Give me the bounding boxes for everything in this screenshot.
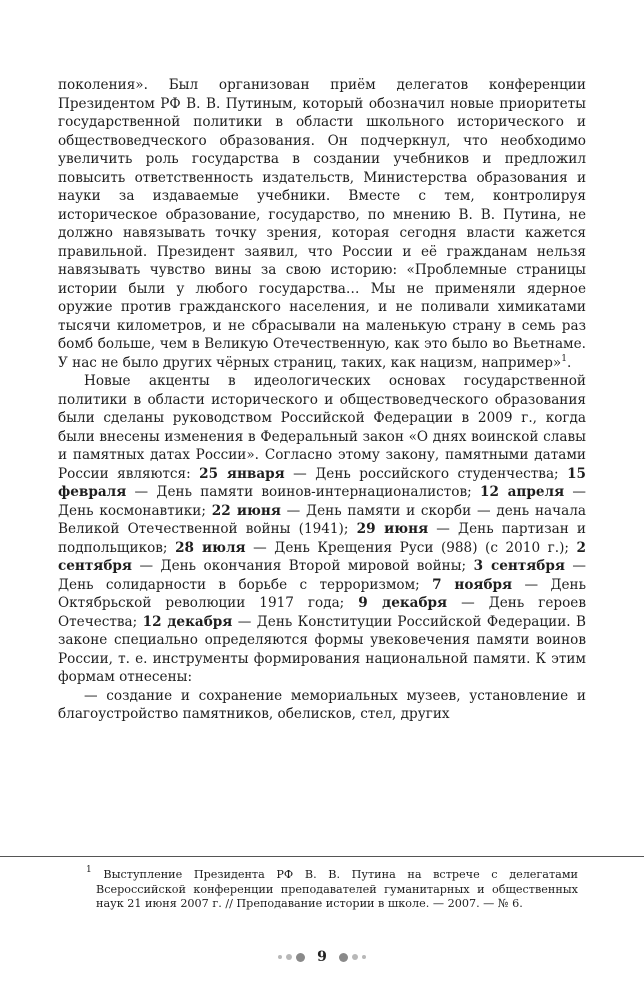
main-text xyxy=(58,76,586,724)
memorial-date: 12 декабря xyxy=(142,613,233,630)
memorial-date: 25 января xyxy=(199,465,285,482)
text-run: . xyxy=(566,354,572,371)
footnote-marker: 1 xyxy=(86,865,92,875)
memorial-date: 7 ноября xyxy=(432,576,513,593)
paragraph xyxy=(58,76,586,372)
paragraph xyxy=(58,372,586,687)
page-number-block xyxy=(0,948,644,966)
text-run: — День героев Отечества; xyxy=(58,595,586,630)
text-run: Новые акценты в идеологических основах государственной политики в области исторического и обществоведческого образования были сделаны руководством Российской Федерации в 2009 г., когда были внесены изменения в Федеральный закон «О днях воинской славы и памятных датах России». Согласно этому закону, памятными датами России являются: xyxy=(58,373,586,482)
memorial-date: 22 июня xyxy=(211,502,281,519)
text-run: — День партизан и подпольщиков; xyxy=(58,521,586,556)
footnote-divider xyxy=(0,856,644,857)
text-run: — День Крещения Руси (988) (с 2010 г.); xyxy=(245,539,577,556)
text-run: — День памяти воинов-интернационалистов; xyxy=(126,484,480,500)
memorial-date: 3 сентября xyxy=(473,558,565,574)
footnote-reference: 1 xyxy=(561,353,567,364)
footnote xyxy=(86,865,578,912)
text-run: поколения». Был организован приём делегатов конференции Президентом РФ В. В. Путиным, который обозначил новые приоритеты государственной политики в области школьного исторического и обществоведческого образования. Он подчеркнул, что необходимо увеличить роль государства в создании учебников и предложил повысить ответственность издательств, Министерства образования и науки за издаваемые учебники. Вместе с тем, контролируя историческое образование, государство, по мнению В. В. Путина, не должно навязывать точку зрения, которая сегодня власти кажется правильной. Президент заявил, что России и её гражданам нельзя навязывать чувство вины за свою историю: «Проблемные страницы истории были у любого государства… Мы не применяли ядерное оружие против гражданского населения, и не поливали химикатами тысячи километров, и не сбрасывали на маленькую страну в семь раз бомб больше, чем в Великую Отечественную, как это было во Вьетнаме. У нас не было других чёрных страниц, таких, как нацизм, например» xyxy=(58,77,586,371)
text-run: — День российского студенчества; xyxy=(284,465,568,482)
memorial-date: 29 июня xyxy=(356,521,429,537)
memorial-date: 28 июля xyxy=(175,539,246,556)
text-run: — День Конституции Российской Федерации. В законе специально определяются формы увековечения памяти воинов России, т. е. инструменты формирования национальной памяти. К этим формам отнесены: xyxy=(58,613,586,685)
memorial-date: 15 февраля xyxy=(58,465,587,500)
text-run: — День окончания Второй мировой войны; xyxy=(131,558,474,574)
page-number: 9 xyxy=(317,949,327,965)
left-dots-ornament xyxy=(278,953,305,962)
text-run: — День космонавтики; xyxy=(58,484,586,519)
text-run: — День памяти и скорби — день начала Великой Отечественной войны (1941); xyxy=(58,502,586,537)
memorial-date: 12 апреля xyxy=(480,484,565,500)
footnote-text: Выступление Президента РФ В. В. Путина на встрече с делегатами Всероссийской конференции преподавателей гуманитарных и общественных наук 21 июня 2007 г. // Преподавание истории в школе. — 2007. — № 6. xyxy=(96,868,578,910)
text-run: — День солидарности в борьбе с терроризмом; xyxy=(58,558,586,593)
memorial-date: 2 сентября xyxy=(58,539,586,574)
text-run: — День Октябрьской революции 1917 года; xyxy=(58,576,587,611)
memorial-date: 9 декабря xyxy=(358,595,448,611)
paragraph xyxy=(58,687,586,724)
right-dots-ornament xyxy=(339,953,366,962)
text-run: — создание и сохранение мемориальных музеев, установление и благоустройство памятников, обелисков, стел, других xyxy=(58,687,586,722)
